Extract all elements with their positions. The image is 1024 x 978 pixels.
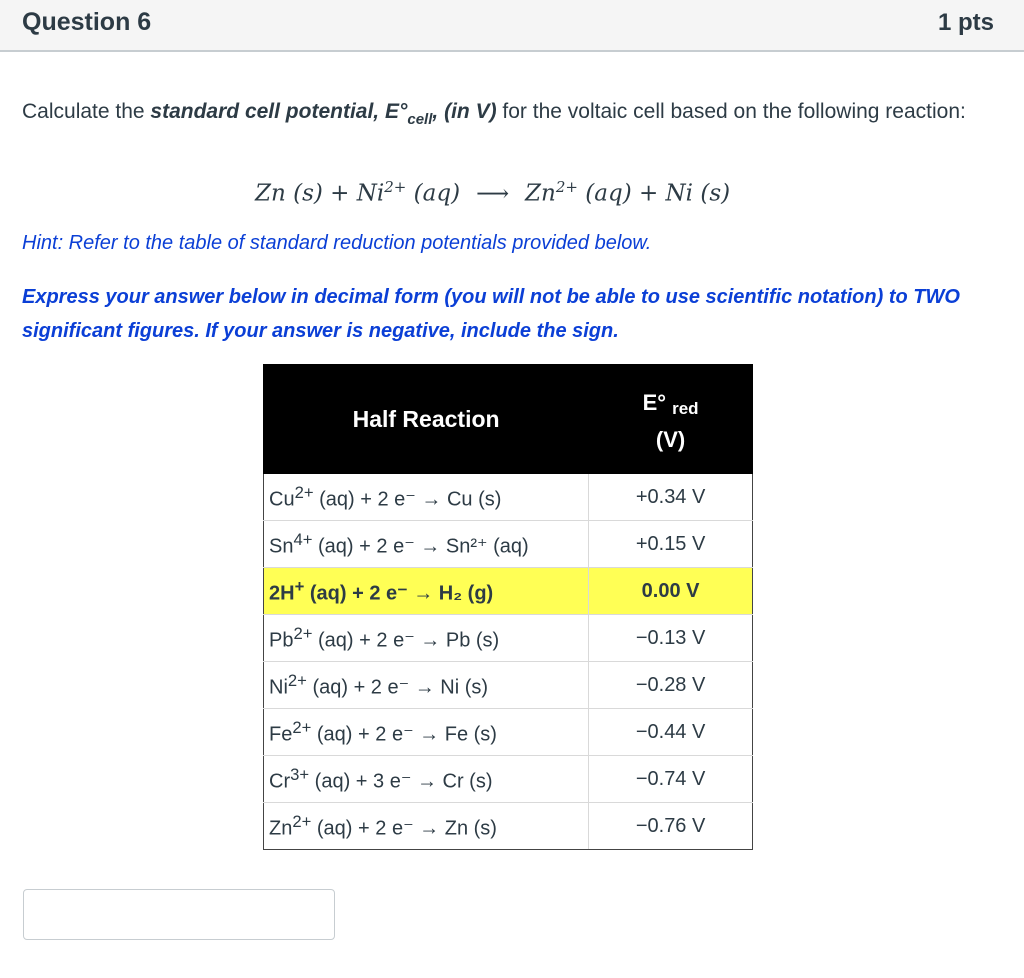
table-row [264,709,753,756]
table-row [264,662,753,709]
half-reaction-cell: $Fe^{2+}$ (aq) + 2 e⁻ → Fe (s) [264,709,589,756]
table-header-row [264,365,753,474]
half-reaction-cell: $Cu^{2+}$ (aq) + 2 e⁻ → Cu (s) [264,474,589,521]
half-reaction-cell: $Zn^{2+}$ (aq) + 2 e⁻ → Zn (s) [264,803,589,850]
table-row [264,521,753,568]
question-points: 1 pts [937,9,994,36]
half-reaction-cell: $Sn^{4+}$ (aq) + 2 e⁻ → Sn²⁺ (aq) [264,521,589,568]
potential-value-cell: +0.15 V [589,521,753,568]
half-reaction-cell: 2H+ (aq) + 2 e⁻ → H₂ (g) [264,568,589,615]
potential-value-cell: −0.76 V [589,803,753,850]
potential-value-cell: −0.44 V [589,709,753,756]
reaction-equation: Zn $(s) + Ni^{2+}$ (aq) ⟶ $Zn^{2+}$ (aq) + Ni (s) [255,178,731,207]
reaction-arrow-icon: ⟶ [476,180,510,207]
half-reaction-cell: $Pb^{2+}$ (aq) + 2 e⁻ → Pb (s) [264,615,589,662]
table-row [264,756,753,803]
question-header [0,0,1024,52]
header-e-red: E° $_{red}$ (V) [589,365,753,474]
half-reaction-cell: $Cr^{3+}$ (aq) + 3 e⁻ → Cr (s) [264,756,589,803]
potential-value-cell: +0.34 V [589,474,753,521]
table-row [264,615,753,662]
instructions-text: Express your answer below in decimal form (you will not be able to use scientific notation) to TWO significant figures. If your answer is negative, include the sign. [22,286,960,342]
potential-value-cell: 0.00 V [589,568,753,615]
question-title: Question 6 [22,8,152,36]
half-reaction-cell: $Ni^{2+}$ (aq) + 2 e⁻ → Ni (s) [264,662,589,709]
header-half-reaction: Half Reaction [264,365,589,474]
answer-input[interactable] [23,889,335,940]
table-row [264,568,753,615]
potential-value-cell: −0.13 V [589,615,753,662]
potential-value-cell: −0.28 V [589,662,753,709]
question-text: Calculate the standard cell potential, $E^\circ_{cell}$, (in V) for the voltaic cell based on the following reaction: [22,100,966,128]
table-row [264,474,753,521]
hint-text: Hint: Refer to the table of standard reduction potentials provided below. [22,232,652,254]
table-row [264,803,753,850]
potential-value-cell: −0.74 V [589,756,753,803]
reduction-potentials-table [263,364,753,850]
